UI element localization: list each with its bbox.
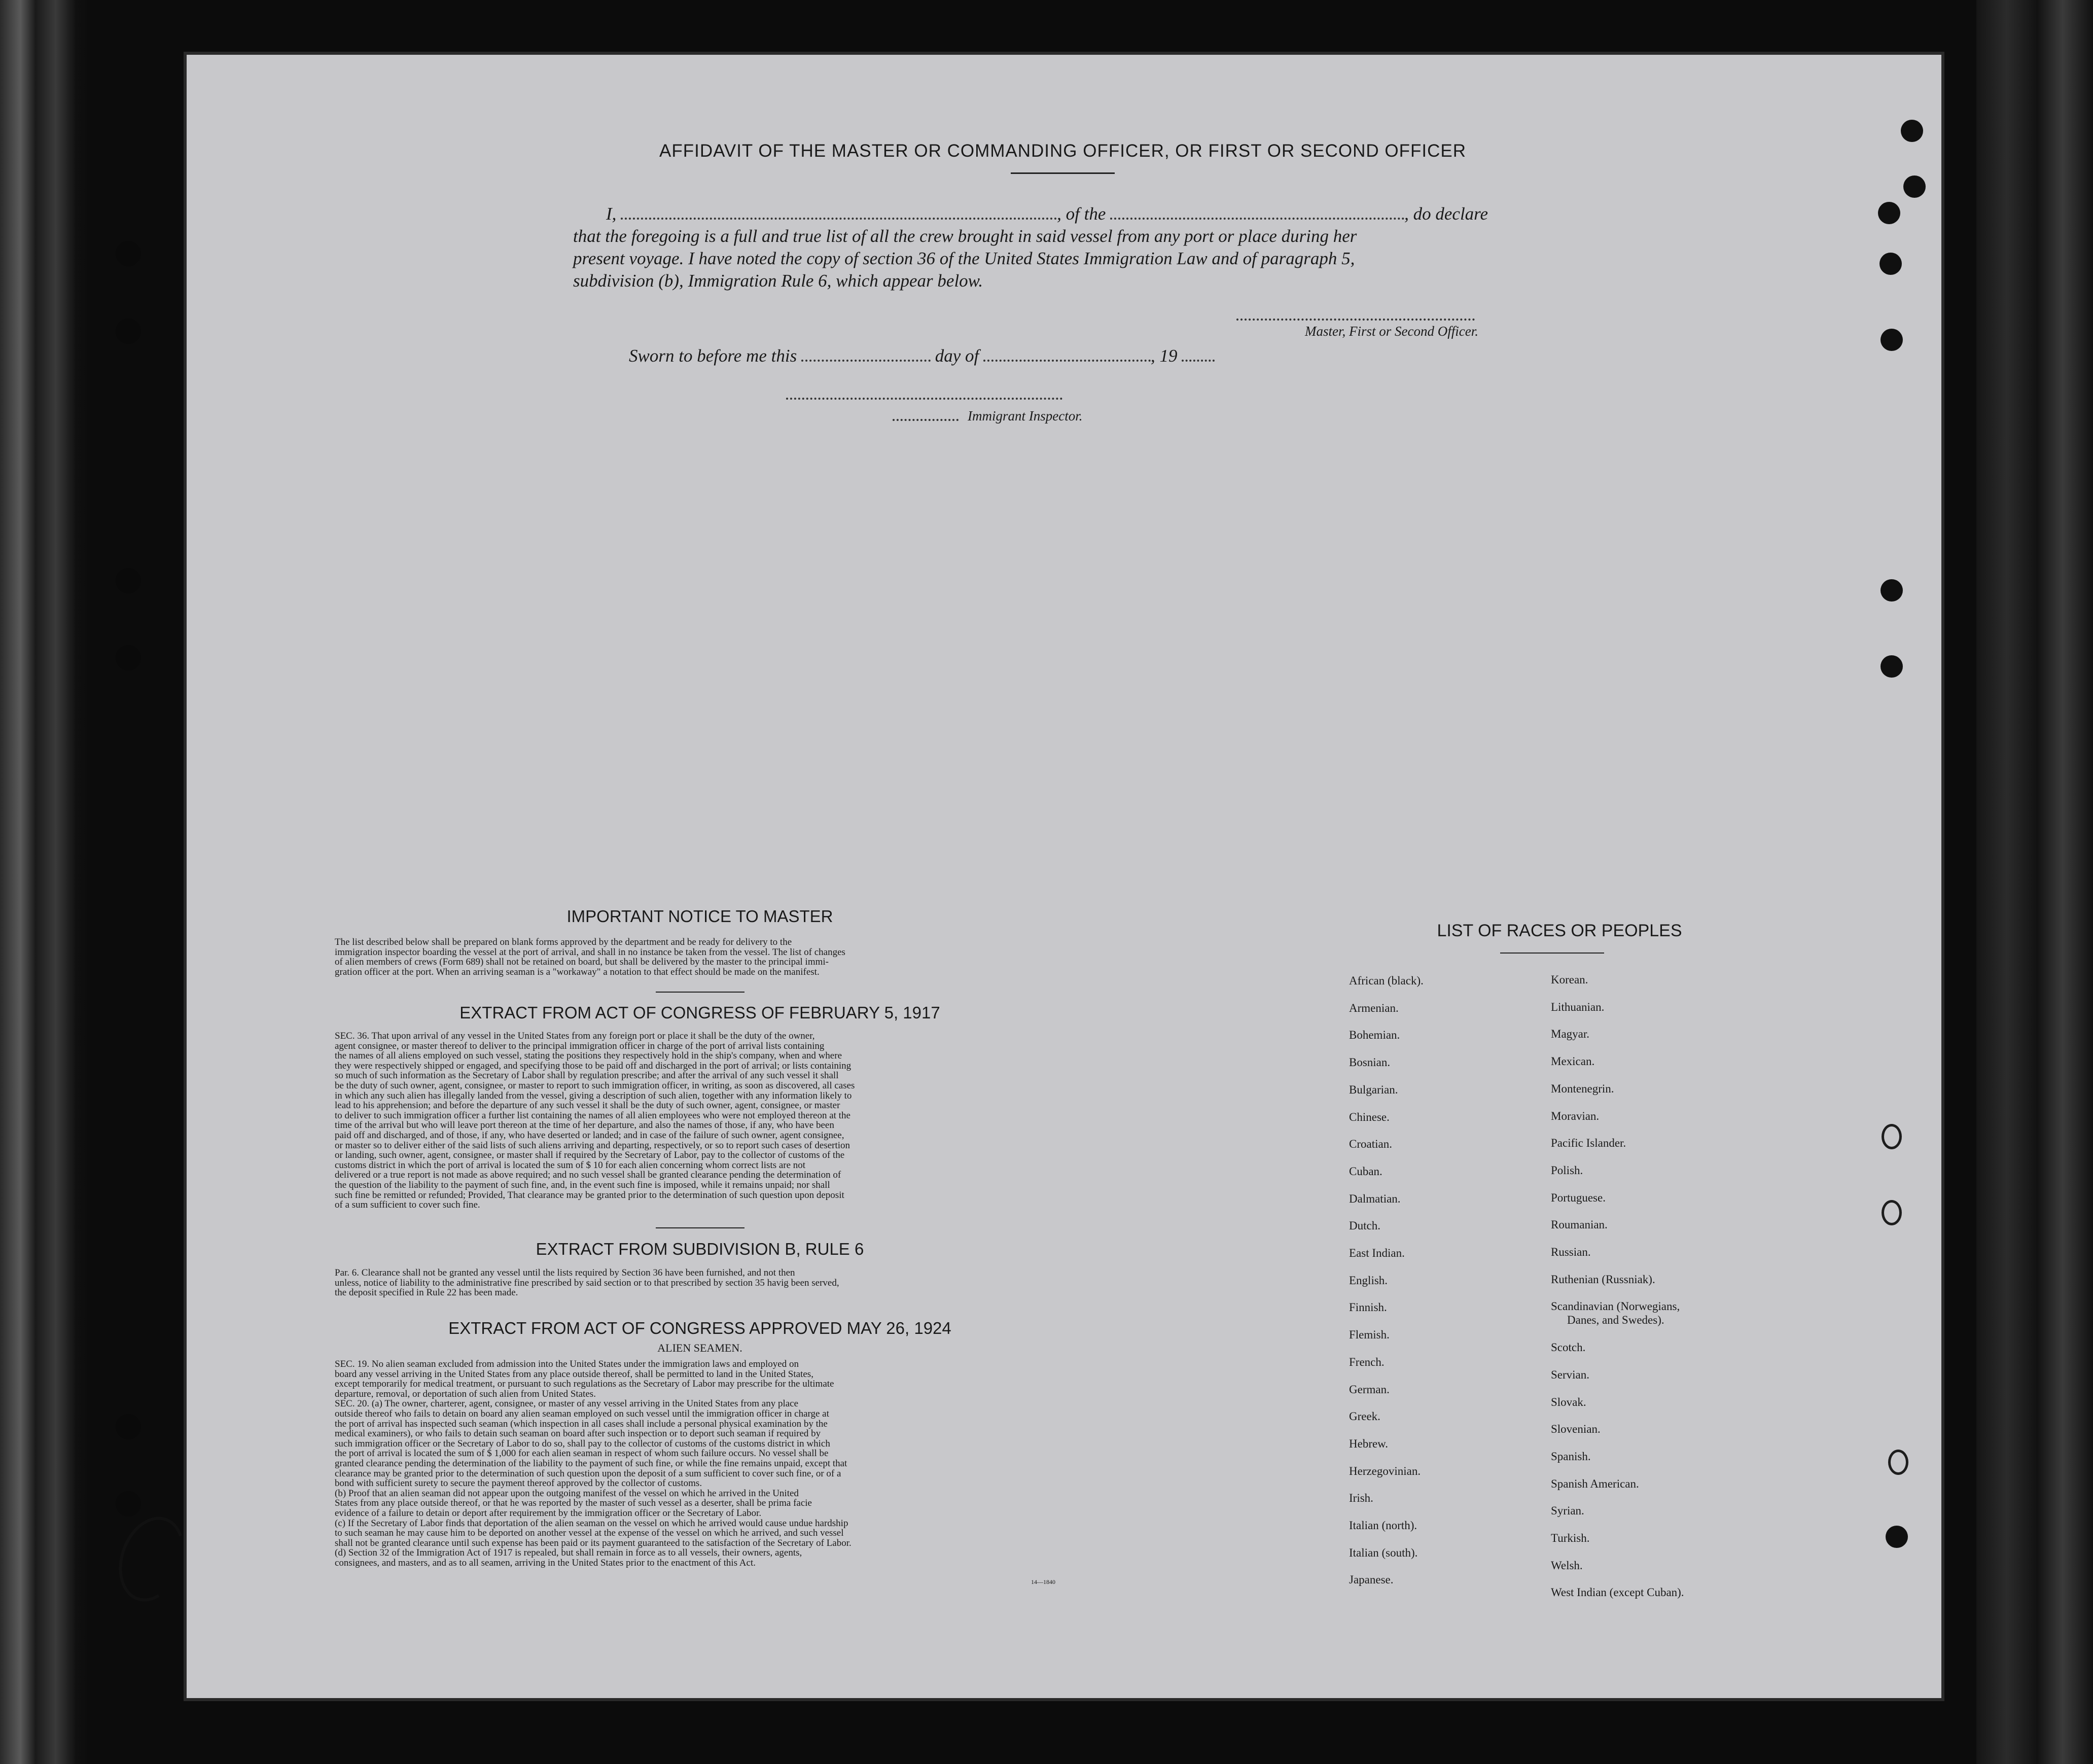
race-item: East Indian. — [1349, 1247, 1405, 1259]
race-item: Ruthenian (Russniak). — [1551, 1273, 1655, 1286]
race-item: Japanese. — [1349, 1573, 1394, 1586]
race-item: Welsh. — [1551, 1559, 1583, 1572]
declaration-line-1: I, , of the , do declare — [606, 204, 1488, 224]
punch-hole — [1881, 329, 1903, 351]
race-item: Italian (south). — [1349, 1546, 1418, 1559]
declaration-line-3: present voyage. I have noted the copy of section 36 of the United States Immigration Law and of paragraph 5, — [573, 249, 1355, 268]
inspector-label: Immigrant Inspector. — [968, 408, 1083, 424]
master-signature-blank[interactable] — [1236, 313, 1475, 321]
race-item: Scotch. — [1551, 1341, 1586, 1354]
punch-hole — [1901, 120, 1923, 142]
binder-edge-right — [1976, 0, 2093, 1764]
race-item: Polish. — [1551, 1163, 1583, 1177]
races-title-rule — [1500, 952, 1604, 954]
race-item: Hebrew. — [1349, 1437, 1389, 1450]
extract-1917-body: SEC. 36. That upon arrival of any vessel in the United States from any foreign port or place it shall be the duty of the owner, agent consignee, or master thereof to deliver to the principal immigration officer in charge of the port of arrival lists containing the names of all aliens employed on such vessel, stating the positions they respectively hold in the ship's company, when and where they were respectively shipped or engaged, and specifying those to be paid off and discharged in the port of arrival; or lists containing so much of such information as the Secretary of Labor shall by regulation prescribe; and after the arrival of any such vessel it shall be the duty of such owner, agent, consignee, or master to report to such immigration officer, in writing, as soon as discovered, all cases in which any such alien has illegally landed from the vessel, giving a description of such alien, together with any information likely to lead to his apprehension; and before the departure of any such vessel it shall be the duty of such owner, agent, consignee, or master to deliver to such immigration officer a further list containing the names of all alien employees who were not employed thereon at the time of the arrival but who will leave port thereon at the time of her departure, and also the names of those, if any, who have been paid off and discharged, and of those, if any, who have deserted or landed; and in case of the failure of such owner, agent consignee, or master so to deliver either of the said lists of such aliens arriving and departing, respectively, or so to report such cases of desertion or landing, such owner, agent, consignee, or master shall if required by the Secretary of Labor, pay to the collector of customs of the customs district in which the port of arrival is located the sum of $ 10 for each alien concerning whom correct lists are not delivered or a true report is not made as above required; and no such vessel shall be granted clearance pending the determination of the question of the liability to the payment of such fine, and, in the event such fine is imposed, while it remains unpaid; nor shall such fine be remitted or refunded; Provided, That clearance may be granted prior to the determination of such question upon deposit of a sum sufficient to cover such fine. — [335, 1031, 855, 1211]
race-item: African (black). — [1349, 974, 1424, 987]
punch-hole — [116, 1491, 141, 1516]
binder-edge-left — [0, 0, 89, 1764]
punch-hole — [1878, 202, 1900, 224]
race-item: French. — [1349, 1355, 1385, 1368]
punch-hole — [1881, 655, 1903, 678]
race-item: Turkish. — [1551, 1532, 1590, 1544]
title-rule — [1011, 172, 1115, 174]
punch-hole — [116, 1414, 141, 1439]
race-item: Flemish. — [1349, 1328, 1390, 1342]
inspector-signature-prefix — [893, 414, 959, 421]
punch-hole — [116, 319, 141, 344]
race-item: Lithuanian. — [1551, 1000, 1605, 1013]
punch-hole — [116, 568, 141, 593]
rule-6-title: EXTRACT FROM SUBDIVISION B, RULE 6 — [536, 1240, 864, 1258]
notice-title: IMPORTANT NOTICE TO MASTER — [566, 907, 833, 926]
race-item: Scandinavian (Norwegians, — [1551, 1300, 1680, 1313]
punch-hole — [1881, 579, 1903, 602]
sworn-line: Sworn to before me this day of , 19 — [629, 345, 1288, 367]
declaration-line-4: subdivision (b), Immigration Rule 6, which appear below. — [573, 271, 983, 291]
declaration-line-2: that the foregoing is a full and true list of all the crew brought in said vessel from any port or place during her — [573, 226, 1357, 246]
section-rule — [656, 992, 744, 993]
form-number: 14—1840 — [1031, 1578, 1055, 1585]
race-item: Finnish. — [1349, 1301, 1387, 1314]
race-item: Italian (north). — [1349, 1519, 1417, 1532]
race-item: Armenian. — [1349, 1001, 1399, 1014]
race-item: Chinese. — [1349, 1110, 1390, 1123]
punch-hole — [1903, 175, 1926, 198]
race-item: Pacific Islander. — [1551, 1137, 1626, 1150]
race-item: Roumanian. — [1551, 1218, 1608, 1231]
race-item: Herzegovinian. — [1349, 1464, 1421, 1477]
race-item: Syrian. — [1551, 1504, 1584, 1518]
ring-reinforcement — [1882, 1124, 1902, 1149]
race-item: Slovenian. — [1551, 1423, 1601, 1436]
race-item: West Indian (except Cuban). — [1551, 1586, 1684, 1599]
races-title: LIST OF RACES OR PEOPLES — [1437, 921, 1682, 940]
affidavit-declaration — [573, 203, 1552, 292]
race-item: Spanish. — [1551, 1450, 1591, 1463]
race-item: Croatian. — [1349, 1138, 1392, 1151]
document-page — [187, 55, 1941, 1698]
race-item: Dalmatian. — [1349, 1192, 1401, 1205]
race-item: Mexican. — [1551, 1055, 1595, 1068]
race-item: Servian. — [1551, 1368, 1590, 1381]
extract-1924-title: EXTRACT FROM ACT OF CONGRESS APPROVED MAY 26, 1924 — [448, 1319, 951, 1337]
race-item: English. — [1349, 1274, 1388, 1287]
section-rule — [656, 1227, 744, 1228]
ring-reinforcement — [1882, 1200, 1902, 1225]
vessel-blank[interactable] — [1110, 213, 1404, 220]
race-item: Bulgarian. — [1349, 1083, 1398, 1096]
race-item: German. — [1349, 1383, 1390, 1396]
handwritten-mark — [108, 1507, 195, 1610]
master-label: Master, First or Second Officer. — [1305, 324, 1478, 339]
punch-hole — [116, 645, 141, 671]
race-item: Danes, and Swedes). — [1567, 1314, 1664, 1327]
race-item: Bohemian. — [1349, 1029, 1400, 1042]
extract-1924-subtitle: ALIEN SEAMEN. — [657, 1342, 742, 1354]
race-item: Bosnian. — [1349, 1056, 1391, 1069]
punch-hole — [1879, 253, 1902, 275]
inspector-signature-blank[interactable] — [786, 393, 1062, 400]
race-item: Irish. — [1349, 1492, 1373, 1505]
race-item: Korean. — [1551, 973, 1588, 986]
race-item: Dutch. — [1349, 1219, 1380, 1232]
name-blank[interactable] — [621, 213, 1057, 220]
rule-6-body: Par. 6. Clearance shall not be granted any vessel until the lists required by Section 36 have been furnished, and not then unless, notice of liability to the administrative fine prescribed by said section or to that prescribed by section 35 havig been served, the deposit specified in Rule 22 has been made. — [335, 1267, 839, 1298]
race-item: Cuban. — [1349, 1165, 1382, 1178]
punch-hole — [1886, 1526, 1908, 1548]
race-item: Magyar. — [1551, 1028, 1590, 1041]
extract-1917-title: EXTRACT FROM ACT OF CONGRESS OF FEBRUARY 5, 1917 — [459, 1003, 940, 1022]
sworn-month-blank[interactable] — [983, 355, 1151, 362]
race-item: Slovak. — [1551, 1395, 1586, 1408]
punch-hole — [116, 241, 141, 266]
race-item: Russian. — [1551, 1246, 1591, 1258]
race-item: Moravian. — [1551, 1109, 1600, 1122]
race-item: Greek. — [1349, 1410, 1380, 1423]
notice-body: The list described below shall be prepared on blank forms approved by the department and be ready for delivery to the immigration inspector boarding the vessel at the port of arrival, and shall in no instance be taken from the vessel. The list of changes of alien members of crews (Form 689) shall not be retained on board, but shall be delivered by the master to the principal immi- gration officer at the port. When an arriving seaman is a "workaway" a notation to that effect should be made on the manifest. — [335, 937, 845, 977]
sworn-year-blank[interactable] — [1182, 355, 1215, 362]
extract-1924-body: SEC. 19. No alien seaman excluded from admission into the United States under the immigration laws and employed on board any vessel arriving in the United States from any place outside thereof, shall be permitted to land in the United States, except temporarily for medical treatment, or pursuant to such regulations as the Secretary of Labor may prescribe for the ultimate departure, removal, or deportation of such alien from United States. SEC. 20. (a) The owner, charterer, agent, consignee, or master of any vessel arriving in the United States from any place outside thereof who fails to detain on board any alien seaman employed on such vessel until the immigration officer in charge at the port of arrival has inspected such seaman (which inspection in all cases shall include a personal physical examination by the medical examiners), or who fails to detain such seaman on board after such inspection or to deport such seaman if required by such immigration officer or the Secretary of Labor to do so, shall pay to the collector of customs of the customs district in which the port of arrival is located the sum of $ 1,000 for each alien seaman in respect of whom such failure occurs. No vessel shall be granted clearance pending the determination of the liability to the payment of such fine, or while the fine remains unpaid, except that clearance may be granted prior to the determination of such question upon the deposit of a sum sufficient to cover such fine, or of a bond with sufficient surety to secure the payment thereof approved by the collector of customs. (b) Proof that an alien seaman did not appear upon the outgoing manifest of the vessel on which he arrived in the United States from any place outside thereof, or that he was reported by the master of such vessel as a deserter, shall be prima facie evidence of a failure to detain or deport after requirement by the immigration officer or the Secretary of Labor. (c) If the Secretary of Labor finds that deportation of the alien seaman on the vessel on which he arrived would cause undue hardship to such seaman he may cause him to be deported on another vessel at the expense of the vessel on which he arrived, and such vessel shall not be granted clearance until such expense has been paid or its payment guaranteed to the satisfaction of the Secretary of Labor. (d) Section 32 of the Immigration Act of 1917 is repealed, but shall remain in force as to all vessels, their owners, agents, consignees, and masters, and as to all seamen, arriving in the United States prior to the enactment of this Act. — [335, 1359, 852, 1568]
race-item: Montenegrin. — [1551, 1082, 1614, 1095]
affidavit-title: AFFIDAVIT OF THE MASTER OR COMMANDING OFFICER, OR FIRST OR SECOND OFFICER — [659, 141, 1467, 161]
race-item: Spanish American. — [1551, 1477, 1639, 1490]
sworn-day-blank[interactable] — [801, 355, 931, 362]
ring-reinforcement — [1888, 1450, 1908, 1475]
race-item: Portuguese. — [1551, 1191, 1606, 1204]
